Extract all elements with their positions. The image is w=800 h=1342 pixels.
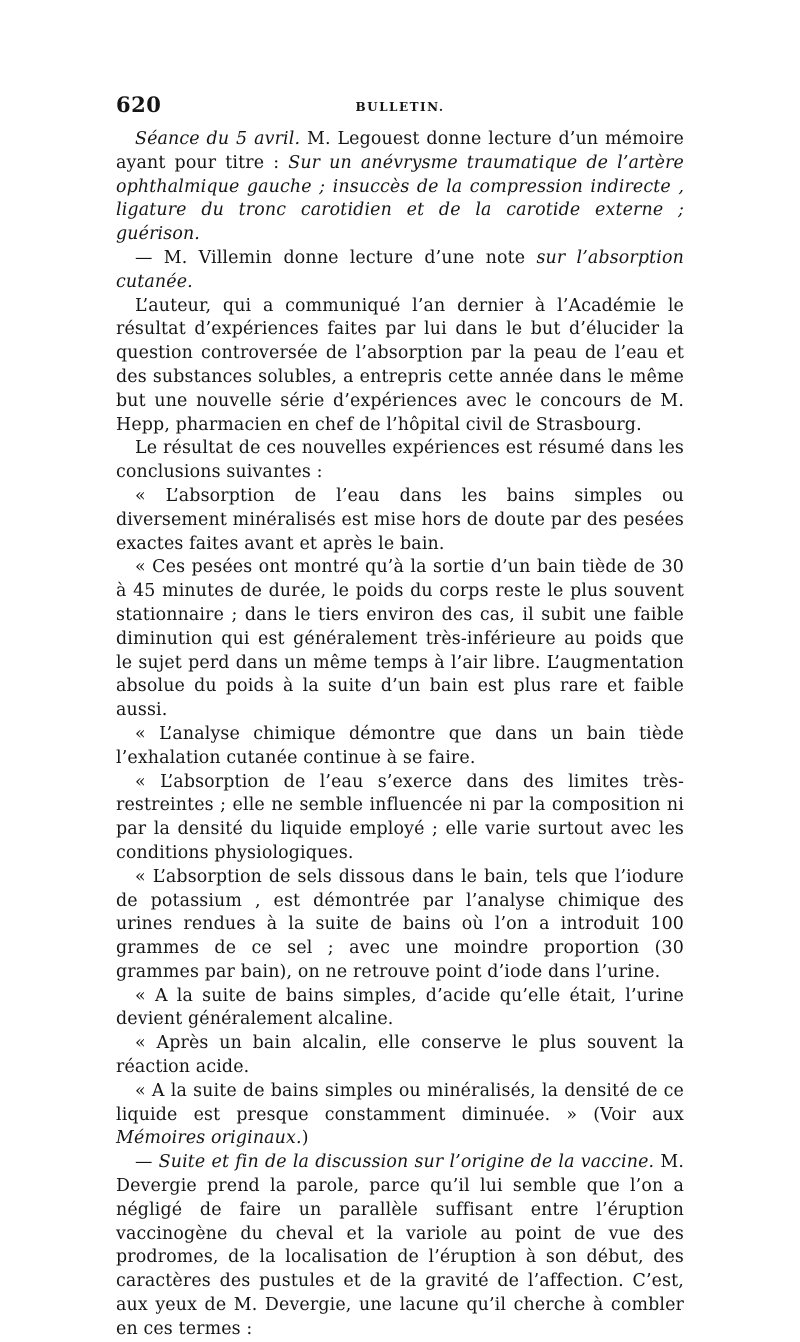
running-head: BULLETIN.	[355, 100, 445, 114]
paragraph-quote: « L’analyse chimique démontre que dans un bain tiède l’exhalation cutanée continue à se faire.	[116, 723, 684, 768]
paragraph-quote	[116, 1080, 684, 1151]
paragraph-text: M. Devergie prend la parole, parce qu’il lui semble que l’on a négligé de faire un parallèle suffisant entre l’éruption vaccinogène du cheval et la variole au point de vue des prodromes, de la localisation de l’éruption à son début, des caractères des pustules et de la gravité de l’affection. C’est, aux yeux de M. Devergie, une lacune qu’il cherche à combler en ces termes :	[116, 1152, 684, 1339]
page	[116, 92, 684, 1342]
page-number: 620	[116, 92, 162, 117]
paragraph-quote: « L’absorption de l’eau dans les bains simples ou diversement minéralisés est mise hors de doute par des pesées exactes faites avant et après le bain.	[116, 485, 684, 554]
note-title: sur l’absorption cutanée.	[116, 247, 684, 292]
paragraph-text: M. Legouest donne lecture d’un mémoire ayant pour titre :	[116, 129, 684, 173]
paragraph-quote: « L’absorption de l’eau s’exerce dans des limites très-restreintes ; elle ne semble influencée ni par la composition ni par la densité du liquide employé ; elle varie surtout avec les conditions physiologiques.	[116, 771, 684, 863]
body-text	[116, 128, 684, 1342]
paragraph-text: « A la suite de bains simples ou minéralisés, la densité de ce liquide est presque constamment diminuée. » (Voir aux	[116, 1080, 684, 1125]
paragraph-quote: « A la suite de bains simples, d’acide qu’elle était, l’urine devient généralement alcaline.	[116, 985, 684, 1030]
paragraph-quote: « L’absorption de sels dissous dans le bain, tels que l’iodure de potassium , est démontrée par l’analyse chimique des urines rendues à la suite de bains où l’on a introduit 100 grammes de ce sel ; avec une moindre proportion (30 grammes par bain), on ne retrouve point d’iode dans l’urine.	[116, 866, 684, 982]
paragraph-villemin	[116, 247, 684, 295]
discussion-title: Suite et fin de la discussion sur l’origine de la vaccine.	[158, 1152, 655, 1173]
paragraph-discussion	[116, 1151, 684, 1341]
paragraph-quote: « Ces pesées ont montré qu’à la sortie d’un bain tiède de 30 à 45 minutes de durée, le poids du corps reste le plus souvent stationnaire ; dans le tiers environ des cas, il subit une faible diminution qui est généralement très-inférieure au poids que le sujet perd dans un même temps à l’air libre. L’augmentation absolue du poids à la suite d’un bain est plus rare et faible aussi.	[116, 557, 684, 721]
page-header	[116, 92, 684, 128]
paragraph-quote: « Après un bain alcalin, elle conserve le plus souvent la réaction acide.	[116, 1033, 684, 1078]
memoir-title: Sur un anévrysme traumatique de l’artère ophthalmique gauche ; insuccès de la compression indirecte , ligature du tronc carotidien et de la carotide externe ; guérison.	[116, 152, 684, 245]
paragraph-text: — M. Villemin donne lecture d’une note	[135, 247, 537, 268]
memoires-reference: Mémoires originaux.	[116, 1128, 302, 1149]
paragraph: L’auteur, qui a communiqué l’an dernier à l’Académie le résultat d’expériences faites par lui dans le but d’élucider la question controversée de l’absorption par la peau de l’eau et des substances solubles, a entrepris cette année dans le même but une nouvelle série d’expériences avec le concours de M. Hepp, pharmacien en chef de l’hôpital civil de Strasbourg.	[116, 295, 684, 435]
paragraph-text: —	[135, 1152, 159, 1173]
paragraph-seance	[116, 128, 684, 247]
paragraph: Le résultat de ces nouvelles expériences est résumé dans les conclusions suivantes :	[116, 438, 684, 483]
seance-date: Séance du 5 avril.	[135, 129, 301, 149]
paragraph-text: )	[301, 1128, 309, 1149]
